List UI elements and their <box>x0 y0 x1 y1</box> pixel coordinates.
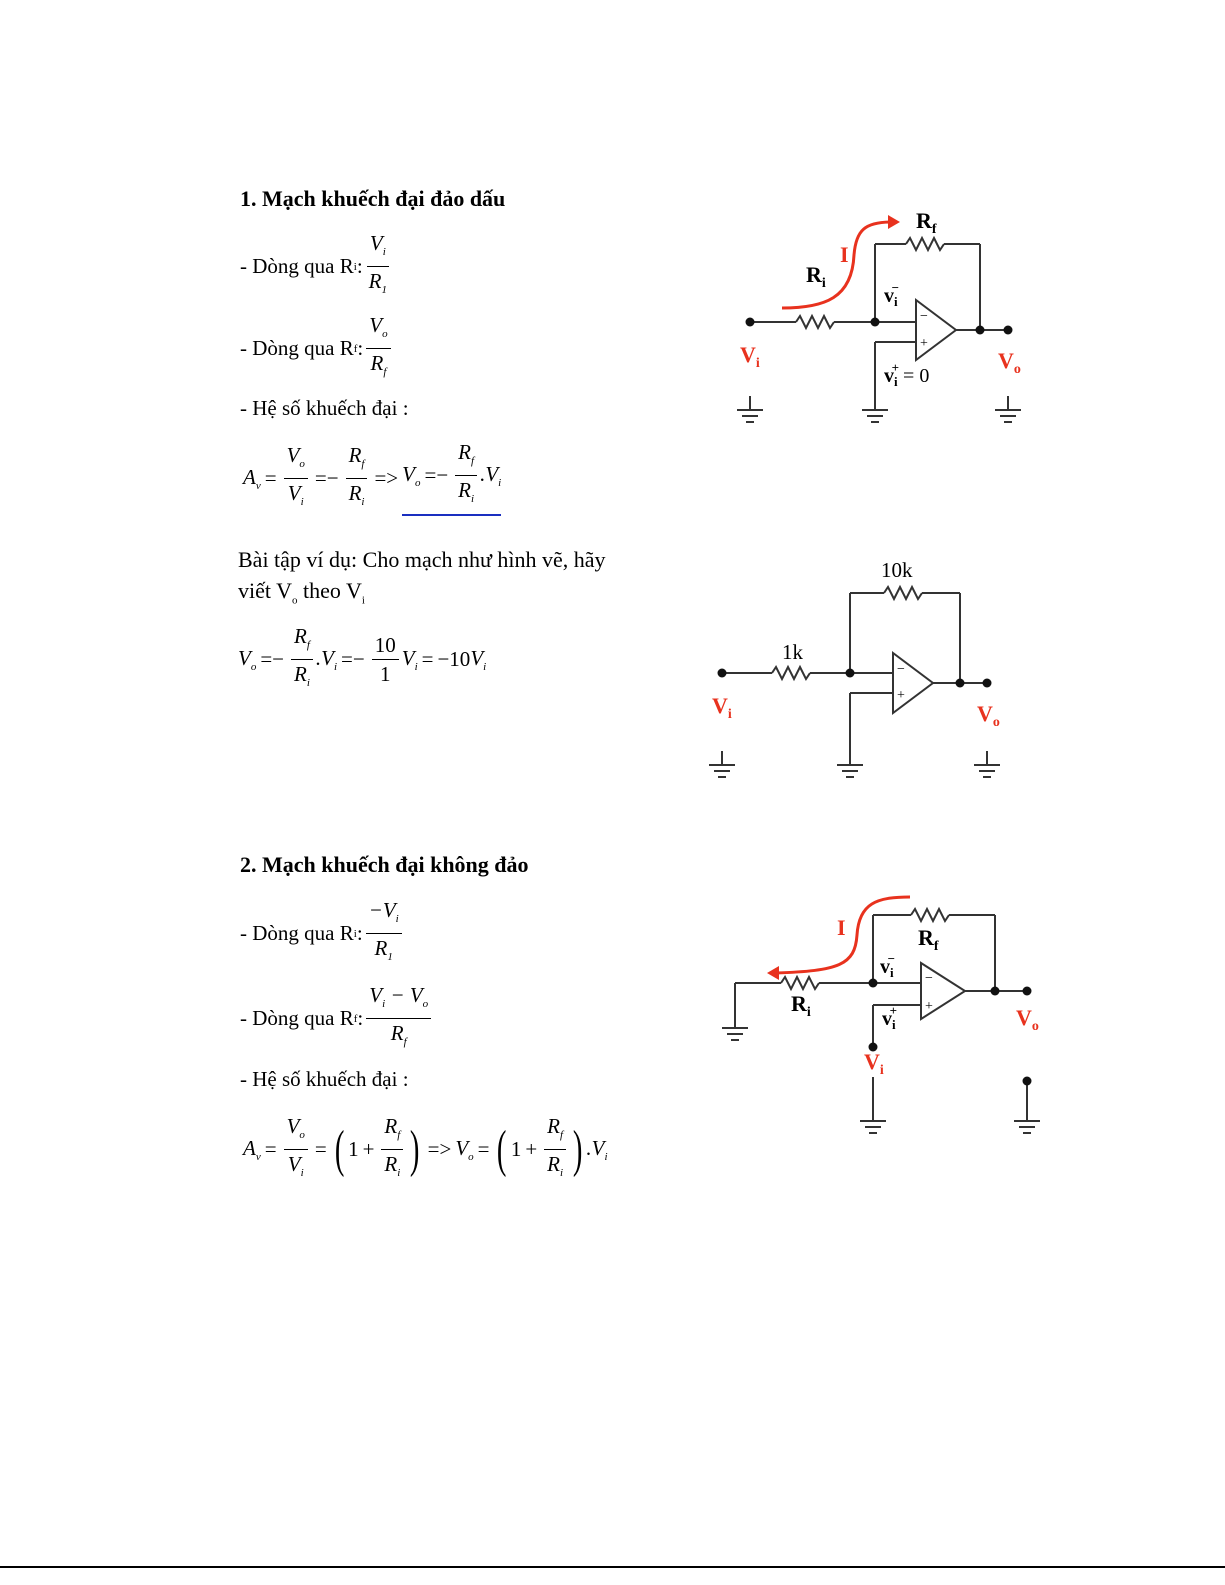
svg-text:+: + <box>920 336 928 351</box>
section1-gain-label: - Hệ số khuếch đại : <box>240 396 409 420</box>
section1-current-rf: - Dòng qua R f : $\frac{V_o}{R_f}$ <box>240 313 394 384</box>
vout-label: $V_o$ <box>998 348 1021 377</box>
section2-heading: 2. Mạch khuếch đại không đảo <box>240 852 529 877</box>
example-vout-label: $V_o$ <box>977 701 1000 730</box>
svg-text:−: − <box>920 309 928 324</box>
example-circuit <box>700 555 1020 795</box>
rf-10k-label: 10k <box>881 558 913 582</box>
fraction-vi-over-ri: $\frac{V_i}{R_1}$ <box>368 231 387 297</box>
ri-label: $R_i$ <box>806 262 826 291</box>
current-i2-label: I <box>837 915 846 940</box>
vi2-minus-label: $v_i-$ <box>880 951 896 980</box>
section1-gain-equation: $A_v$ = $\frac{V_o}{V_i}$ =− $\frac{R_f}{R_i}$ => $V_o$ =− $\frac{R_f}{R_i}$ $.V_i$ <box>243 440 501 516</box>
vin2-label: $V_i$ <box>864 1049 884 1078</box>
section1-heading: 1. Mạch khuếch đại đảo dấu <box>240 186 506 211</box>
rf-label: $R_f$ <box>916 208 937 237</box>
vin-label: $V_i$ <box>740 342 760 371</box>
section2-current-ri: - Dòng qua R i : $\frac{-V_i}{R_1}$ <box>240 898 405 969</box>
section2-gain-equation: $A_v$ = $\frac{V_o}{V_i}$ = ( 1 + $\frac{R_f}{R_i}$ ) => $V_o$ = ( 1 + $\frac{R_f}{R_i}$ ) $.V_i$ <box>243 1114 608 1180</box>
ri2-label: $R_i$ <box>791 991 811 1020</box>
current-i-label: I <box>840 242 849 267</box>
vi-minus-label: $v_i-$ <box>884 280 900 309</box>
non-inverting-amp-circuit <box>705 885 1055 1145</box>
rf2-label: $R_f$ <box>918 925 939 954</box>
inverting-amp-circuit <box>730 200 1050 440</box>
example-text: Bài tập ví dụ: Cho mạch như hình vẽ, hãy viết $V_o$ theo $V_i$ <box>238 547 606 607</box>
fraction-vo-over-rf: $\frac{V_o}{R_f}$ <box>366 313 390 384</box>
section2-current-rf: - Dòng qua R f : $\frac{V_i - V_o}{R_f}$ <box>240 983 434 1054</box>
vout2-label: $V_o$ <box>1016 1005 1039 1034</box>
section1-current-ri: - Dòng qua R i : $\frac{V_i}{R_1}$ <box>240 231 393 302</box>
vi-plus-label: $v_i+ = 0$ <box>884 360 930 389</box>
vi2-plus-label: $v_i+$ <box>882 1003 898 1032</box>
example-vin-label: $V_i$ <box>712 693 732 722</box>
svg-text:−: − <box>897 662 905 677</box>
svg-text:+: + <box>925 999 933 1014</box>
section2-gain-label: - Hệ số khuếch đại : <box>240 1067 409 1091</box>
page-bottom-rule <box>0 1566 1225 1568</box>
svg-text:−: − <box>925 971 933 986</box>
svg-text:+: + <box>897 688 905 703</box>
highlighted-result: $V_o$ =− $\frac{R_f}{R_i}$ $.V_i$ <box>402 440 501 516</box>
example-equation: $V_o$ =− $\frac{R_f}{R_i}$ $.V_i$ =− $\frac{10}{1}$ $V_i$ = −10 $V_i$ <box>238 624 487 690</box>
ri-1k-label: 1k <box>782 640 803 664</box>
